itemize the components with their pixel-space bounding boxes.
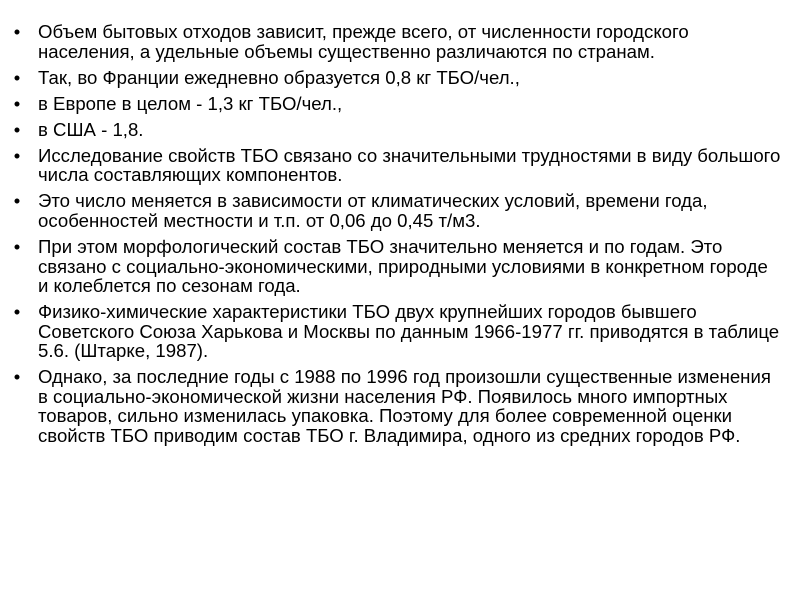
bullet-icon: • [13, 144, 21, 166]
bullet-text: Так, во Франции ежедневно образуется 0,8 кг ТБО/чел., [38, 66, 520, 88]
bullet-text: Это число меняется в зависимости от климатических условий, времени года, особенностей местности и т.п. от 0,06 до 0,45 т/м3. [38, 190, 708, 231]
bullet-text: Исследование свойств ТБО связано со значительными трудностями в виду большого числа составляющих компонентов. [38, 144, 781, 186]
bullet-item [8, 367, 782, 445]
bullet-text: Объем бытовых отходов зависит, прежде всего, от численности городского населения, а удельные объемы существенно различаются по странам. [38, 21, 689, 62]
bullet-list [8, 22, 782, 445]
bullet-icon: • [13, 118, 21, 140]
bullet-item [8, 22, 782, 61]
bullet-item [8, 237, 782, 296]
bullet-item [8, 191, 782, 230]
bullet-icon: • [13, 236, 21, 258]
bullet-text: Физико-химические характеристики ТБО двух крупнейших городов бывшего Советского Союза Харькова и Москвы по данным 1966-1977 гг. приводятся в таблице 5.6. (Штарке, 1987). [38, 301, 780, 362]
bullet-text: При этом морфологический состав ТБО значительно меняется и по годам. Это связано с социально-экономическими, природными условиями в конкретном городе и колеблется по сезонам года. [38, 236, 768, 297]
bullet-icon: • [13, 66, 21, 88]
bullet-item [8, 302, 782, 361]
bullet-text: в США - 1,8. [38, 118, 144, 140]
bullet-icon: • [13, 190, 21, 212]
bullet-icon: • [13, 92, 21, 114]
bullet-item [8, 94, 782, 114]
bullet-item [8, 120, 782, 140]
bullet-icon: • [13, 301, 21, 323]
bullet-text: Однако, за последние годы с 1988 по 1996 год произошли существенные изменения в социально-экономической жизни населения РФ. Появилось много импортных товаров, сильно изменилась упаковка. Поэтому для более современной оценки свойств ТБО приводим состав ТБО г. Владимира, одного из средних городов РФ. [38, 366, 771, 446]
bullet-text: в Европе в целом - 1,3 кг ТБО/чел., [38, 92, 343, 114]
bullet-icon: • [13, 21, 21, 42]
bullet-item [8, 146, 782, 185]
bullet-item [8, 68, 782, 88]
bullet-icon: • [13, 366, 21, 388]
